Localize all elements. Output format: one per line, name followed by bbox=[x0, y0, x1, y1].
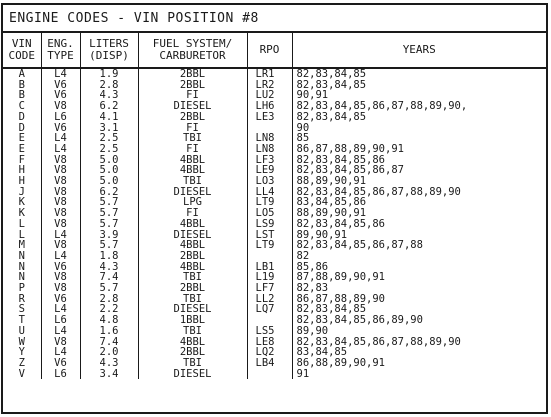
rpo-cell: LS9 bbox=[247, 219, 292, 230]
liters-cell: 1.9 bbox=[80, 68, 138, 80]
liters-cell: 7.4 bbox=[80, 272, 138, 283]
years-cell: 89,90 bbox=[292, 326, 546, 337]
engine-type-cell: L4 bbox=[41, 251, 80, 262]
table-row bbox=[3, 230, 546, 241]
liters-cell: 5.7 bbox=[80, 240, 138, 251]
years-cell: 85,86 bbox=[292, 262, 546, 273]
vin-code-cell: K bbox=[18, 207, 25, 220]
years-cell: 82,83,84,85 bbox=[292, 112, 546, 123]
vin-code-cell: J bbox=[18, 185, 25, 198]
rpo-cell: LE9 bbox=[247, 165, 292, 176]
rpo-cell: LE3 bbox=[247, 112, 292, 123]
engine-type-cell: V8 bbox=[41, 165, 80, 176]
vin-code-cell: N bbox=[18, 260, 25, 273]
engine-codes-table bbox=[3, 33, 546, 379]
years-cell: 82,83,84,85,86,87,88,89,90, bbox=[292, 101, 546, 112]
vin-code-cell: T bbox=[18, 314, 25, 327]
engine-type-cell: V8 bbox=[41, 272, 80, 283]
fuel-system-cell: TBI bbox=[138, 176, 247, 187]
fuel-system-cell: 2BBL bbox=[138, 68, 247, 80]
vin-code-cell: L bbox=[18, 228, 25, 241]
engine-type-cell: L4 bbox=[41, 304, 80, 315]
header-row bbox=[3, 33, 546, 68]
rpo-cell: LR1 bbox=[247, 68, 292, 80]
years-cell: 82,83,84,85,86 bbox=[292, 155, 546, 166]
years-cell: 86,87,88,89,90 bbox=[292, 294, 546, 305]
vin-code-cell: H bbox=[18, 175, 25, 188]
years-cell: 91 bbox=[292, 369, 546, 380]
table-row bbox=[3, 219, 546, 230]
rpo-cell: LL4 bbox=[247, 187, 292, 198]
rpo-cell: LR2 bbox=[247, 80, 292, 91]
years-cell: 82,83,84,85,86,89,90 bbox=[292, 315, 546, 326]
liters-cell: 4.3 bbox=[80, 358, 138, 369]
engine-type-cell: V8 bbox=[41, 219, 80, 230]
rpo-cell: LB4 bbox=[247, 358, 292, 369]
fuel-system-cell: DIESEL bbox=[138, 230, 247, 241]
engine-type-cell: V8 bbox=[41, 176, 80, 187]
fuel-system-cell: FI bbox=[138, 90, 247, 101]
years-cell: 90,91 bbox=[292, 90, 546, 101]
table-body bbox=[3, 68, 546, 379]
rpo-cell bbox=[247, 369, 292, 380]
years-cell: 82,83 bbox=[292, 283, 546, 294]
years-cell: 88,89,90,91 bbox=[292, 208, 546, 219]
rpo-cell: LE8 bbox=[247, 337, 292, 348]
header-vin-code: VIN CODE bbox=[3, 33, 41, 68]
liters-cell: 1.6 bbox=[80, 326, 138, 337]
vin-code-cell: E bbox=[18, 142, 25, 155]
fuel-system-cell: DIESEL bbox=[138, 101, 247, 112]
years-cell: 89,90,91 bbox=[292, 230, 546, 241]
engine-type-cell: V8 bbox=[41, 197, 80, 208]
table-row bbox=[3, 133, 546, 144]
vin-code-cell: N bbox=[18, 249, 25, 262]
fuel-system-cell: FI bbox=[138, 208, 247, 219]
years-cell: 86,87,88,89,90,91 bbox=[292, 144, 546, 155]
vin-code-cell: E bbox=[18, 132, 25, 145]
liters-cell: 3.1 bbox=[80, 123, 138, 134]
years-cell: 82,83,84,85,86 bbox=[292, 219, 546, 230]
fuel-system-cell: 2BBL bbox=[138, 347, 247, 358]
table-row bbox=[3, 304, 546, 315]
liters-cell: 2.2 bbox=[80, 304, 138, 315]
liters-cell: 1.8 bbox=[80, 251, 138, 262]
header-engine-type: ENG. TYPE bbox=[41, 33, 80, 68]
table-row bbox=[3, 123, 546, 134]
rpo-cell: LT9 bbox=[247, 197, 292, 208]
liters-cell: 5.7 bbox=[80, 208, 138, 219]
engine-type-cell: V6 bbox=[41, 80, 80, 91]
rpo-cell: LH6 bbox=[247, 101, 292, 112]
vin-code-cell: D bbox=[18, 110, 25, 123]
table-row bbox=[3, 294, 546, 305]
table-row bbox=[3, 112, 546, 123]
rpo-cell: L19 bbox=[247, 272, 292, 283]
engine-type-cell: V8 bbox=[41, 208, 80, 219]
vin-code-cell: S bbox=[18, 303, 25, 316]
engine-type-cell: V8 bbox=[41, 337, 80, 348]
years-cell: 82,83,84,85 bbox=[292, 304, 546, 315]
engine-type-cell: V8 bbox=[41, 101, 80, 112]
table-row bbox=[3, 347, 546, 358]
years-cell: 82,83,84,85,86,87,88,89,90 bbox=[292, 337, 546, 348]
fuel-system-cell: 4BBL bbox=[138, 240, 247, 251]
vin-code-cell: N bbox=[18, 271, 25, 284]
engine-type-cell: V8 bbox=[41, 240, 80, 251]
liters-cell: 2.5 bbox=[80, 133, 138, 144]
rpo-cell: LN8 bbox=[247, 144, 292, 155]
table-row bbox=[3, 251, 546, 262]
years-cell: 83,84,85 bbox=[292, 347, 546, 358]
table-row bbox=[3, 208, 546, 219]
years-cell: 85 bbox=[292, 133, 546, 144]
years-cell: 82,83,84,85,86,87,88 bbox=[292, 240, 546, 251]
vin-code-cell: Y bbox=[18, 346, 25, 359]
rpo-cell: LN8 bbox=[247, 133, 292, 144]
engine-type-cell: L6 bbox=[41, 315, 80, 326]
engine-type-cell: V8 bbox=[41, 187, 80, 198]
engine-type-cell: V6 bbox=[41, 358, 80, 369]
table-row bbox=[3, 165, 546, 176]
table-row bbox=[3, 80, 546, 91]
liters-cell: 2.8 bbox=[80, 294, 138, 305]
header-years: YEARS bbox=[292, 33, 546, 68]
table-row bbox=[3, 326, 546, 337]
table-row bbox=[3, 197, 546, 208]
table-row bbox=[3, 176, 546, 187]
fuel-system-cell: TBI bbox=[138, 358, 247, 369]
table-row bbox=[3, 315, 546, 326]
rpo-cell: LST bbox=[247, 230, 292, 241]
fuel-system-cell: DIESEL bbox=[138, 369, 247, 380]
engine-type-cell: L4 bbox=[41, 347, 80, 358]
liters-cell: 7.4 bbox=[80, 337, 138, 348]
fuel-system-cell: TBI bbox=[138, 294, 247, 305]
engine-type-cell: L6 bbox=[41, 369, 80, 380]
liters-cell: 5.0 bbox=[80, 155, 138, 166]
liters-cell: 5.0 bbox=[80, 176, 138, 187]
engine-type-cell: L4 bbox=[41, 326, 80, 337]
liters-cell: 6.2 bbox=[80, 187, 138, 198]
years-cell: 82,83,84,85,86,87 bbox=[292, 165, 546, 176]
liters-cell: 6.2 bbox=[80, 101, 138, 112]
years-cell: 90 bbox=[292, 123, 546, 134]
years-cell: 83,84,85,86 bbox=[292, 197, 546, 208]
liters-cell: 4.8 bbox=[80, 315, 138, 326]
rpo-cell: LS5 bbox=[247, 326, 292, 337]
years-cell: 82,83,84,85 bbox=[292, 68, 546, 80]
engine-type-cell: L6 bbox=[41, 112, 80, 123]
table-row bbox=[3, 337, 546, 348]
fuel-system-cell: 2BBL bbox=[138, 251, 247, 262]
liters-cell: 5.7 bbox=[80, 283, 138, 294]
fuel-system-cell: 4BBL bbox=[138, 262, 247, 273]
fuel-system-cell: 2BBL bbox=[138, 283, 247, 294]
fuel-system-cell: 1BBL bbox=[138, 315, 247, 326]
rpo-cell: LF7 bbox=[247, 283, 292, 294]
fuel-system-cell: 2BBL bbox=[138, 80, 247, 91]
vin-code-cell: D bbox=[18, 121, 25, 134]
liters-cell: 2.0 bbox=[80, 347, 138, 358]
vin-code-cell: F bbox=[18, 153, 25, 166]
fuel-system-cell: TBI bbox=[138, 272, 247, 283]
engine-type-cell: V8 bbox=[41, 155, 80, 166]
rpo-cell: LT9 bbox=[247, 240, 292, 251]
fuel-system-cell: 4BBL bbox=[138, 219, 247, 230]
years-cell: 88,89,90,91 bbox=[292, 176, 546, 187]
liters-cell: 2.5 bbox=[80, 144, 138, 155]
vin-code-cell: B bbox=[18, 78, 25, 91]
vin-code-cell: P bbox=[18, 282, 25, 295]
engine-type-cell: L4 bbox=[41, 68, 80, 80]
table-row bbox=[3, 144, 546, 155]
vin-code-cell: L bbox=[18, 217, 25, 230]
years-cell: 87,88,89,90,91 bbox=[292, 272, 546, 283]
engine-type-cell: L4 bbox=[41, 133, 80, 144]
rpo-cell: LO5 bbox=[247, 208, 292, 219]
vin-code-cell: V bbox=[18, 367, 25, 380]
liters-cell: 4.3 bbox=[80, 262, 138, 273]
vin-code-cell: C bbox=[18, 100, 25, 113]
vin-code-cell: H bbox=[18, 164, 25, 177]
vin-code-cell: R bbox=[18, 292, 25, 305]
table-row bbox=[3, 68, 546, 80]
engine-type-cell: V6 bbox=[41, 294, 80, 305]
vin-code-cell: K bbox=[18, 196, 25, 209]
header-rpo: RPO bbox=[247, 33, 292, 68]
vin-code-cell: A bbox=[18, 68, 25, 80]
fuel-system-cell: FI bbox=[138, 144, 247, 155]
fuel-system-cell: 2BBL bbox=[138, 112, 247, 123]
engine-type-cell: L4 bbox=[41, 144, 80, 155]
vin-code-cell: B bbox=[18, 89, 25, 102]
liters-cell: 4.1 bbox=[80, 112, 138, 123]
fuel-system-cell: TBI bbox=[138, 133, 247, 144]
header-liters: LITERS (DISP) bbox=[80, 33, 138, 68]
engine-codes-table-frame bbox=[1, 3, 548, 414]
rpo-cell: LQ7 bbox=[247, 304, 292, 315]
years-cell: 82 bbox=[292, 251, 546, 262]
rpo-cell: LL2 bbox=[247, 294, 292, 305]
rpo-cell: LO3 bbox=[247, 176, 292, 187]
liters-cell: 5.7 bbox=[80, 219, 138, 230]
table-row bbox=[3, 262, 546, 273]
vin-code-cell: U bbox=[18, 324, 25, 337]
fuel-system-cell: FI bbox=[138, 123, 247, 134]
table-title: ENGINE CODES - VIN POSITION #8 bbox=[3, 5, 546, 33]
fuel-system-cell: DIESEL bbox=[138, 187, 247, 198]
liters-cell: 5.0 bbox=[80, 165, 138, 176]
liters-cell: 2.8 bbox=[80, 80, 138, 91]
engine-type-cell: V6 bbox=[41, 90, 80, 101]
years-cell: 82,83,84,85 bbox=[292, 80, 546, 91]
rpo-cell: LU2 bbox=[247, 90, 292, 101]
table-row bbox=[3, 101, 546, 112]
liters-cell: 5.7 bbox=[80, 197, 138, 208]
table-row bbox=[3, 240, 546, 251]
table-row bbox=[3, 155, 546, 166]
rpo-cell: LQ2 bbox=[247, 347, 292, 358]
vin-code-cell: Z bbox=[18, 356, 25, 369]
fuel-system-cell: DIESEL bbox=[138, 304, 247, 315]
table-row bbox=[3, 358, 546, 369]
table-row bbox=[3, 369, 546, 380]
fuel-system-cell: 4BBL bbox=[138, 155, 247, 166]
fuel-system-cell: 4BBL bbox=[138, 337, 247, 348]
rpo-cell: LF3 bbox=[247, 155, 292, 166]
table-row bbox=[3, 272, 546, 283]
vin-code-cell: M bbox=[18, 239, 25, 252]
engine-type-cell: V6 bbox=[41, 123, 80, 134]
table-row bbox=[3, 187, 546, 198]
vin-code-cell: W bbox=[18, 335, 25, 348]
fuel-system-cell: LPG bbox=[138, 197, 247, 208]
fuel-system-cell: 4BBL bbox=[138, 165, 247, 176]
table-row bbox=[3, 283, 546, 294]
liters-cell: 3.9 bbox=[80, 230, 138, 241]
liters-cell: 3.4 bbox=[80, 369, 138, 380]
years-cell: 86,88,89,90,91 bbox=[292, 358, 546, 369]
fuel-system-cell: TBI bbox=[138, 326, 247, 337]
liters-cell: 4.3 bbox=[80, 90, 138, 101]
header-fuel-system: FUEL SYSTEM/ CARBURETOR bbox=[138, 33, 247, 68]
rpo-cell: LB1 bbox=[247, 262, 292, 273]
years-cell: 82,83,84,85,86,87,88,89,90 bbox=[292, 187, 546, 198]
engine-type-cell: L4 bbox=[41, 230, 80, 241]
engine-type-cell: V6 bbox=[41, 262, 80, 273]
engine-type-cell: V8 bbox=[41, 283, 80, 294]
